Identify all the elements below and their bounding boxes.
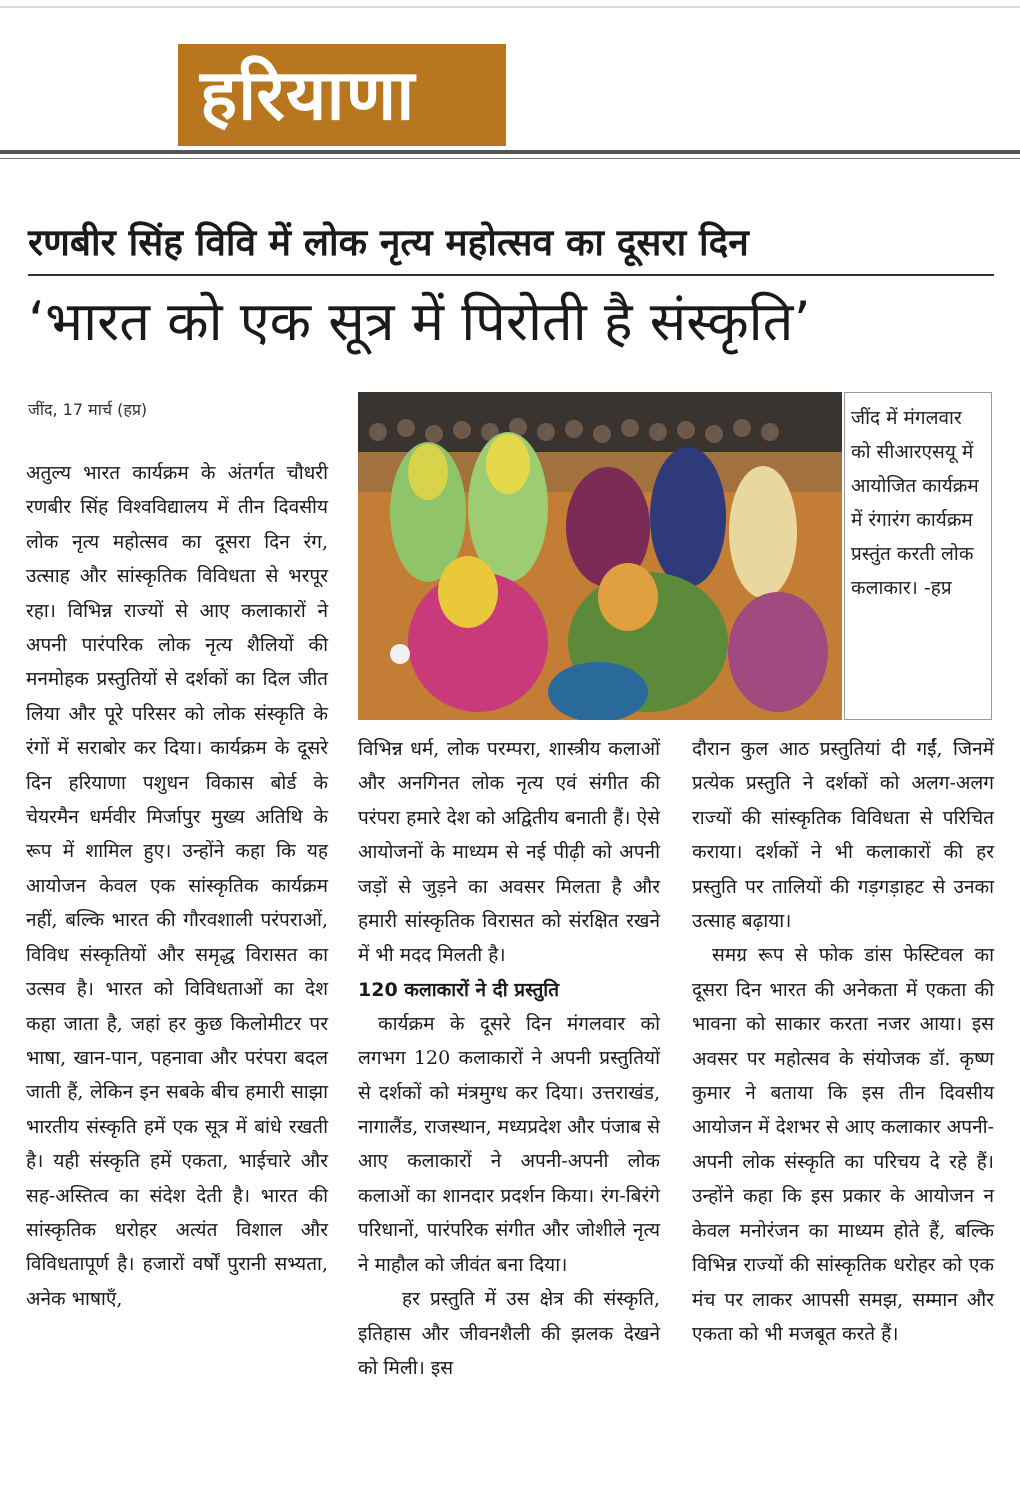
article-column-3	[692, 732, 994, 1351]
news-photo	[358, 392, 842, 720]
section-rule	[0, 150, 1020, 154]
top-divider	[0, 6, 1020, 8]
subheading: 120 कलाकारों ने दी प्रस्तुति	[358, 978, 560, 1001]
article-headline: ‘भारत को एक सूत्र में पिरोती है संस्कृति’	[28, 290, 811, 353]
paragraph: हर प्रस्तुति में उस क्षेत्र की संस्कृति, इतिहास और जीवनशैली की झलक देखने को मिली। इस	[358, 1288, 660, 1379]
article-kicker: रणबीर सिंह विवि में लोक नृत्य महोत्सव का दूसरा दिन	[28, 221, 749, 264]
paragraph: समग्र रूप से फोक डांस फेस्टिवल का दूसरा दिन भारत की अनेकता में एकता की भावना को साकार करता नजर आया। इस अवसर पर महोत्सव के संयोजक डॉ. कृष्ण कुमार ने बताया कि इस तीन दिवसीय आयोजन में देशभर से आए कलाकार अपनी-अपनी लोक संस्कृति का परिचय दे रहे हैं। उन्होंने कहा कि इस प्रकार के आयोजन न केवल मनोरंजन का माध्यम होते हैं, बल्कि विभिन्न राज्यों की सांस्कृतिक धरोहर को एक मंच पर लाकर आपसी समझ, सम्मान और एकता को भी मजबूत करते हैं।	[692, 944, 994, 1345]
paragraph: अतुल्य भारत कार्यक्रम के अंतर्गत चौधरी रणबीर सिंह विश्वविद्यालय में तीन दिवसीय लोक नृत्य महोत्सव का दूसरा दिन रंग, उत्साह और सांस्कृतिक विविधता से भरपूर रहा। विभिन्न राज्यों से आए कलाकारों ने अपनी पारंपरिक लोक नृत्य शैलियों की मनमोहक प्रस्तुतियों से दर्शकों का दिल जीत लिया और पूरे परिसर को लोक संस्कृति के रंगों में सराबोर कर दिया। कार्यक्रम के दूसरे दिन हरियाणा पशुधन विकास बोर्ड के चेयरमैन धर्मवीर मिर्जापुर मुख्य अतिथि के रूप में शामिल हुए। उन्होंने कहा कि यह आयोजन केवल एक सांस्कृतिक कार्यक्रम नहीं, बल्कि भारत की गौरवशाली परंपराओं, विविध संस्कृतियों और समृद्ध विरासत का उत्सव है। भारत को विविधताओं का देश कहा जाता है, जहां हर कुछ किलोमीटर पर भाषा, खान-पान, पहनावा और परंपरा बदल जाती हैं, लेकिन इन सबके बीच हमारी साझा भारतीय संस्कृति हमें एक सूत्र में बांधे रखती है। यही संस्कृति हमें एकता, भाईचारे और सह-अस्तित्व का संदेश देती है। भारत की सांस्कृतिक धरोहर अत्यंत विशाल और विविधतापूर्ण है। हजारों वर्षों पुरानी सभ्यता, अनेक भाषाएँ,	[26, 462, 328, 1310]
dateline: जींद, 17 मार्च (हप्र)	[28, 400, 148, 419]
paragraph: विभिन्न धर्म, लोक परम्परा, शास्त्रीय कलाओं और अनगिनत लोक नृत्य एवं संगीत की परंपरा हमारे देश को अद्वितीय बनाती हैं। ऐसे आयोजनों के माध्यम से नई पीढ़ी को अपनी जड़ों से जुड़ने का अवसर मिलता है और हमारी सांस्कृतिक विरासत को संरक्षित रखने में भी मदद मिलती है।	[358, 738, 660, 967]
article-column-2	[358, 732, 660, 1385]
paragraph: दौरान कुल आठ प्रस्तुतियां दी गईं, जिनमें प्रत्येक प्रस्तुति ने दर्शकों को अलग-अलग राज्यों की सांस्कृतिक विविधता से परिचित कराया। दर्शकों ने भी कलाकारों की हर प्रस्तुति पर तालियों की गड़गड़ाहट से उनका उत्साह बढ़ाया।	[692, 738, 994, 933]
paragraph: कार्यक्रम के दूसरे दिन मंगलवार को लगभग 120 कलाकारों ने अपनी प्रस्तुतियों से दर्शकों को मंत्रमुग्ध कर दिया। उत्तराखंड, नागालैंड, राजस्थान, मध्यप्रदेश और पंजाब से आए कलाकारों ने अपनी-अपनी लोक कलाओं का शानदार प्रदर्शन किया। रंग-बिरंगे परिधानों, पारंपरिक संगीत और जोशीले नृत्य ने माहौल को जीवंत बना दिया।	[358, 1012, 660, 1276]
folk-dancers-photo	[358, 392, 842, 720]
section-label: हरियाणा	[178, 44, 506, 146]
kicker-divider	[28, 274, 994, 276]
article-column-1	[26, 456, 328, 1316]
section-rule-thin	[0, 158, 1020, 159]
photo-caption: जींद में मंगलवार को सीआरएसयू में आयोजित कार्यक्रम में रंगारंग कार्यक्रम प्रस्तुंत करती लोक कलाकार। -हप्र	[844, 392, 992, 720]
